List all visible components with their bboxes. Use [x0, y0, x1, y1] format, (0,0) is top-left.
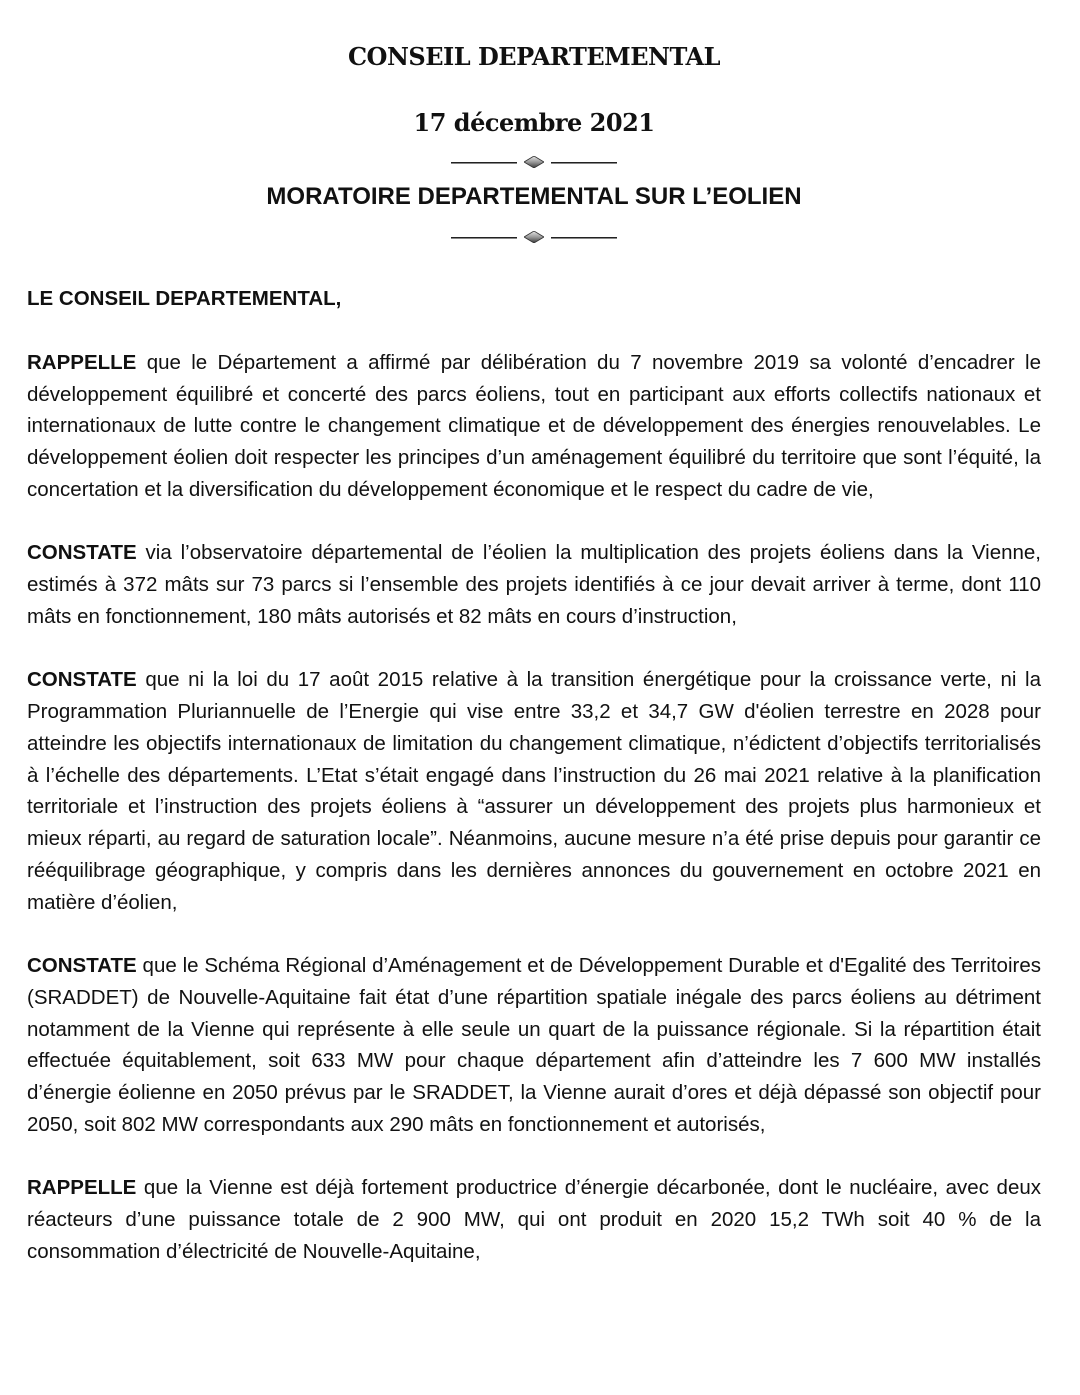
- paragraph-constate-1: [27, 537, 1041, 632]
- paragraph-keyword: RAPPELLE: [27, 1176, 137, 1200]
- document-page: [27, 0, 1041, 1395]
- divider-line: [551, 162, 617, 164]
- paragraph-keyword: CONSTATE: [27, 954, 137, 978]
- divider-line: [551, 237, 617, 239]
- paragraph-constate-2: [27, 664, 1041, 918]
- paragraph-rappelle-1: [27, 347, 1041, 506]
- paragraph-keyword: CONSTATE: [27, 541, 137, 565]
- paragraph-text: que le Département a affirmé par délibération du 7 novembre 2019 sa volonté d’encadrer le développement équilibré et concerté des parcs éoliens, tout en participant aux efforts collectifs nationaux et internationaux de lutte contre le changement climatique et de développement des énergies renouvelables. Le développement éolien doit respecter les principes d’un aménagement équilibré du territoire que sont l’équité, la concertation et la diversification du développement économique et le respect du cadre de vie,: [27, 350, 1041, 501]
- document-date: 17 décembre 2021: [413, 108, 655, 137]
- diamond-ornament-icon: [524, 231, 544, 243]
- divider-line: [451, 162, 517, 164]
- document-title: CONSEIL DEPARTEMENTAL: [347, 42, 721, 71]
- divider-ornament: [451, 231, 617, 245]
- document-body: [27, 283, 1041, 1299]
- paragraph-constate-3: [27, 950, 1041, 1141]
- paragraph-rappelle-2: [27, 1172, 1041, 1267]
- divider-line: [451, 237, 517, 239]
- document-subject: MORATOIRE DEPARTEMENTAL SUR L’EOLIEN: [266, 183, 802, 210]
- paragraph-text: que ni la loi du 17 août 2015 relative à la transition énergétique pour la croissance verte, ni la Programmation Pluriannuelle de l’Energie qui vise entre 33,2 et 34,7 GW d'éolien terrestre en 2028 pour atteindre les objectifs internationaux de limitation du changement climatique, n’édictent d’objectifs territorialisés à l’échelle des départements. L’Etat s’était engagé dans l’instruction du 26 mai 2021 relative à la planification territoriale et l’instruction des projets éoliens à “assurer un développement des projets plus harmonieux et mieux réparti, au regard de saturation locale”. Néanmoins, aucune mesure n’a été prise depuis pour garantir ce rééquilibrage géographique, y compris dans les dernières annonces du gouvernement en octobre 2021 en matière d’éolien,: [27, 668, 1041, 914]
- paragraph-text: via l’observatoire départemental de l’éolien la multiplication des projets éoliens dans la Vienne, estimés à 372 mâts sur 73 parcs si l’ensemble des projets identifiés à ce jour devait arriver à terme, dont 110 mâts en fonctionnement, 180 mâts autorisés et 82 mâts en cours d’instruction,: [27, 541, 1041, 628]
- paragraph-keyword: RAPPELLE: [27, 350, 137, 374]
- paragraph-text: que le Schéma Régional d’Aménagement et de Développement Durable et d'Egalité des Territoires (SRADDET) de Nouvelle-Aquitaine fait état d’une répartition spatiale inégale des parcs éoliens au détriment notamment de la Vienne qui représente à elle seule un quart de la puissance régionale. Si la répartition était effectuée équitablement, soit 633 MW pour chaque département afin d’atteindre les 7 600 MW installés d’énergie éolienne en 2050 prévus par le SRADDET, la Vienne aurait d’ores et déjà dépassé son objectif pour 2050, soit 802 MW correspondants aux 290 mâts en fonctionnement et autorisés,: [27, 954, 1041, 1137]
- intro-heading: LE CONSEIL DEPARTEMENTAL,: [27, 287, 342, 310]
- paragraph-keyword: CONSTATE: [27, 668, 137, 692]
- divider-ornament: [451, 156, 617, 170]
- paragraph-text: que la Vienne est déjà fortement productrice d’énergie décarbonée, dont le nucléaire, avec deux réacteurs d’une puissance totale de 2 900 MW, qui ont produit en 2020 15,2 TWh soit 40 % de la consommation d’électricité de Nouvelle-Aquitaine,: [27, 1176, 1041, 1263]
- diamond-ornament-icon: [524, 156, 544, 168]
